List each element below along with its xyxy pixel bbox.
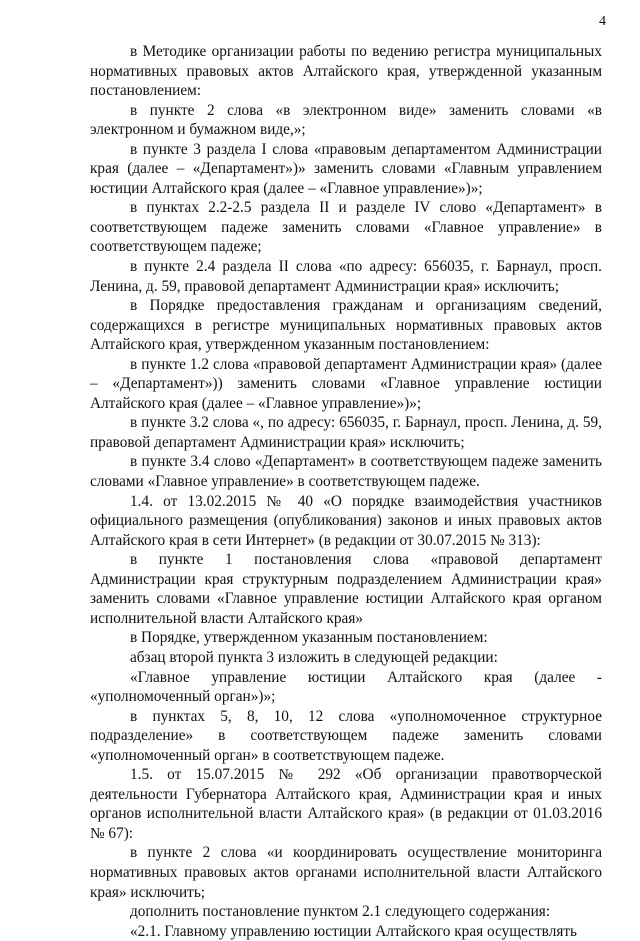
paragraph-item-2-4: в пункте 2.4 раздела II слова «по адресу: 656035, г. Барнаул, просп. Ленина, д. 59, правовой департамент Администрации края» исключить;	[90, 258, 602, 295]
paragraph-procedure-intro: в Порядке предоставления гражданам и организациям сведений, содержащихся в регистре муниципальных нормативных правовых актов Алтайского края, утвержденном указанным постановлением:	[90, 297, 602, 354]
paragraph-item-3-2: в пункте 3.2 слова «, по адресу: 656035, г. Барнаул, просп. Ленина, д. 59, правовой департамент Администрации края» исключить;	[90, 414, 602, 451]
paragraph-item-1-2: в пункте 1.2 слова «правовой департамент Администрации края» (далее – «Департамент»)) заменить словами «Главное управление юстиции Алтайского края (далее – «Главное управление»)»;	[90, 355, 602, 412]
paragraph-quoted-definition: «Главное управление юстиции Алтайского края (далее - «уполномоченный орган»)»;	[90, 668, 602, 706]
paragraph-add-item-2-1: дополнить постановление пунктом 2.1 следующего содержания:	[130, 903, 551, 921]
paragraph-item-2-1-text: «2.1. Главному управлению юстиции Алтайского края осуществлять	[130, 922, 578, 940]
paragraph-item-3-4: в пункте 3.4 слово «Департамент» в соответствующем падеже заменить словами «Главное управление» в соответствующем падеже.	[90, 453, 602, 491]
paragraph-item-2-exclude: в пункте 2 слова «и координировать осуществление мониторинга нормативных правовых актов органами исполнительной власти Алтайского края» исключить;	[90, 844, 602, 901]
paragraph-procedure-approved: в Порядке, утвержденном указанным постановлением:	[130, 629, 488, 647]
paragraph-methodology-intro: в Методике организации работы по ведению регистра муниципальных нормативных правовых актов Алтайского края, утвержденной указанным постановлением:	[90, 43, 602, 100]
paragraph-items-5-8-10-12: в пунктах 5, 8, 10, 12 слова «уполномоченное структурное подразделение» в соответствующем падеже заменить словами «уполномоченный орган» в соответствующем падеже.	[90, 707, 602, 764]
paragraph-item-3-abzac-2: абзац второй пункта 3 изложить в следующей редакции:	[130, 648, 498, 666]
page-number: 4	[599, 14, 606, 29]
paragraph-items-2-2-2-5: в пунктах 2.2-2.5 раздела II и разделе IV слово «Департамент» в соответствующем падеже заменить словами «Главное управление» в соответствующем падеже;	[90, 199, 602, 256]
paragraph-resolution-item-1: в пункте 1 постановления слова «правовой департамент Администрации края структурным подразделением Администрации края» заменить словами «Главное управление юстиции Алтайского края органом исполнительной власти Алтайского края»	[90, 551, 602, 627]
paragraph-section-1-5: 1.5. от 15.07.2015 № 292 «Об организации правотворческой деятельности Губернатора Алтайского края, Администрации края и иных органов исполнительной власти Алтайского края» (в редакции от 01.03.2016 № 67):	[90, 766, 602, 842]
paragraph-item-3-section-1: в пункте 3 раздела I слова «правовым департаментом Администрации края (далее – «Департамент»)» заменить словами «Главным управлением юстиции Алтайского края (далее – «Главное управление»)»;	[90, 140, 602, 197]
paragraph-item-2: в пункте 2 слова «в электронном виде» заменить словами «в электронном и бумажном виде,»;	[90, 101, 602, 139]
paragraph-section-1-4: 1.4. от 13.02.2015 № 40 «О порядке взаимодействия участников официального размещения (опубликования) законов и иных правовых актов Алтайского края в сети Интернет» (в редакции от 30.07.2015 № 313):	[90, 492, 602, 549]
